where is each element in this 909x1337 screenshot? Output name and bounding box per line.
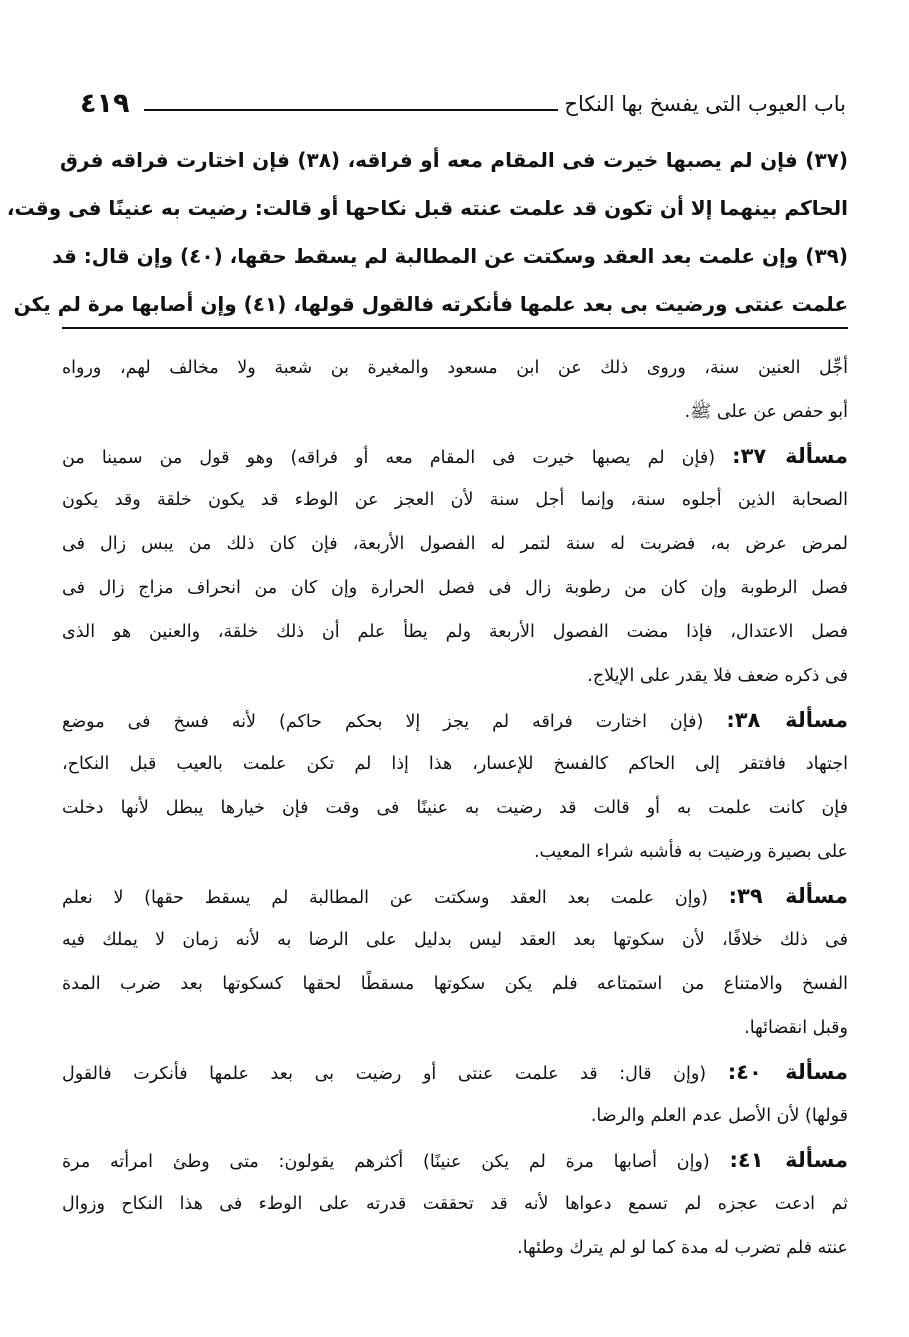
masala-40-heading-line [62,1050,848,1094]
commentary-line: لمرض عرض به، فضربت له سنة لتمر له الفصول الأربعة، فإن كان ذلك من يبس زال فى [62,534,848,554]
matn-commentary-separator [62,327,848,329]
masala-41-heading-line [62,1138,848,1182]
commentary-line: على بصيرة ورضيت به فأشبه شراء المعيب. [533,842,848,862]
commentary-line: فى ذكره ضعف فلا يقدر على الإيلاج. [587,666,848,686]
masala-37-first-line: (فإن لم يصبها خيرت فى المقام معه أو فراقه) وهو قول من سمينا من [62,448,716,468]
masala-37-label: مسألة ٣٧: [732,444,848,468]
masala-38-heading-line [62,698,848,742]
commentary-line: وقبل انقضائها. [744,1018,848,1038]
commentary-line: فإن كانت علمت به أو قالت قد رضيت به عنينًا فى وقت فإن خيارها يبطل لأنها دخلت [62,798,848,818]
masala-40-label: مسألة ٤٠: [727,1060,848,1084]
commentary-line: فى ذلك خلافًا، لأن سكوتها بعد العقد ليس بدليل على الرضا به لأنه زمان لا يملك فيه [62,930,848,950]
commentary-text [62,346,848,1270]
commentary-line: ثم ادعت عجزه لم تسمع دعواها لأنه قد تحققت قدرته على الوطء فى هذا النكاح وزوال [62,1194,848,1214]
matn-line: علمت عنتى ورضيت بى بعد علمها فأنكرته فالقول قولها، (٤١) وإن أصابها مرة لم يكن [13,292,848,316]
masala-41-label: مسألة ٤١: [729,1148,848,1172]
page-number: ٤١٩ [80,88,130,119]
masala-38-label: مسألة ٣٨: [726,708,848,732]
commentary-line: الفسخ والامتناع من استمتاعه فلم يكن سكوتها مسقطًا لحقها كسكوتها بعد ضرب المدة [62,974,848,994]
masala-40-first-line: (وإن قال: قد علمت عنتى أو رضيت بى بعد علمها فأنكرت فالقول [62,1064,707,1084]
page-header [80,88,846,128]
commentary-line: الصحابة الذين أجلوه سنة، وإنما أجل سنة لأن العجز عن الوطء قد يكون خلقة وقد يكون [62,490,848,510]
commentary-line: أبو حفص عن على ﷺ. [684,402,848,422]
matn-text [6,136,848,328]
matn-line: (٣٧) فإن لم يصبها خيرت فى المقام معه أو فراقه، (٣٨) فإن اختارت فراقه فرق [60,148,848,172]
commentary-line: أجِّل العنين سنة، وروى ذلك عن ابن مسعود والمغيرة بن شعبة ولا مخالف لهم، ورواه [62,358,848,378]
masala-38-first-line: (فإن اختارت فراقه لم يجز إلا بحكم حاكم) لأنه فسخ فى موضع [62,712,704,732]
header-rule [144,109,558,111]
masala-39-heading-line [62,874,848,918]
commentary-line: عنته فلم تضرب له مدة كما لو لم يترك وطئها. [517,1238,848,1258]
matn-line: (٣٩) وإن علمت بعد العقد وسكتت عن المطالبة لم يسقط حقها، (٤٠) وإن قال: قد [52,244,848,268]
running-title: باب العيوب التى يفسخ بها النكاح [564,92,846,116]
commentary-line: اجتهاد فافتقر إلى الحاكم كالفسخ للإعسار، هذا إذا لم تكن علمت بالعيب قبل النكاح، [62,754,848,774]
masala-41-first-line: (وإن أصابها مرة لم يكن عنينًا) أكثرهم يقولون: متى وطئ امرأته مرة [62,1152,710,1172]
commentary-line: قولها) لأن الأصل عدم العلم والرضا. [590,1106,848,1126]
commentary-line: فصل الاعتدال، فإذا مضت الفصول الأربعة ولم يطأ علم أن ذلك خلقة، والعنين هو الذى [62,622,848,642]
matn-line: الحاكم بينهما إلا أن تكون قد علمت عنته قبل نكاحها أو قالت: رضيت به عنينًا فى وقت، [6,196,848,220]
masala-37-heading-line [62,434,848,478]
masala-39-label: مسألة ٣٩: [728,884,848,908]
commentary-line: فصل الرطوبة وإن كان من رطوبة زال فى فصل الحرارة وإن كان من انحراف مزاج زال فى [62,578,848,598]
masala-39-first-line: (وإن علمت بعد العقد وسكتت عن المطالبة لم يسقط حقها) لا نعلم [62,888,708,908]
